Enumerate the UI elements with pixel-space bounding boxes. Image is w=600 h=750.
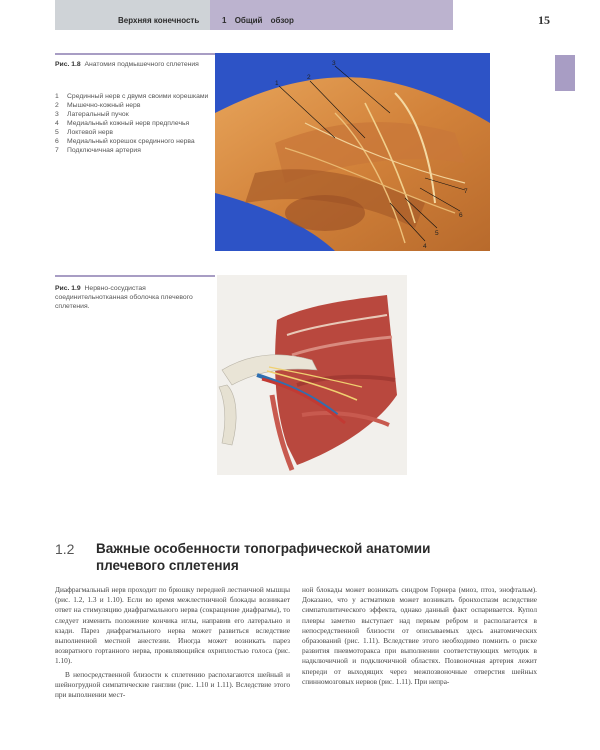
legend-number: 3 — [55, 111, 59, 118]
legend-item — [55, 137, 215, 146]
body-column-left — [55, 585, 290, 703]
legend-number: 4 — [55, 120, 59, 127]
figure1-caption-text: Анатомия подмышечного сплетения — [84, 61, 199, 68]
legend-item — [55, 92, 215, 101]
page-number: 15 — [538, 13, 550, 27]
figure1-caption — [55, 60, 210, 69]
legend-number: 7 — [55, 147, 59, 154]
figure1-marker-1: 1 — [275, 80, 279, 87]
figure1-legend — [55, 92, 215, 155]
figure1-dissection-photo — [215, 53, 490, 251]
figure1-marker-5: 5 — [435, 230, 439, 237]
body-paragraph: Диафрагмальный нерв проходит по брюшку передней лестничной мышцы (рис. 1.2, 1.3 и 1.10). Если во время межлестничной блокады возникает ответ на стимуляцию диафрагмального нерва (сокращение диафрагмы), то следует изменить положение кончика иглы, направив его латерально и кзади. Парез диафрагмального нерва может развиться вследствие выполненной местной анестезии. Иногда может возникать парез возвратного гортанного нерва, проявляющийся охриплостью голоса (рис. 1.10). — [55, 585, 290, 666]
header-bar-chapter — [210, 0, 453, 30]
figure1-photo-drawing — [215, 53, 490, 251]
legend-item — [55, 110, 215, 119]
legend-number: 1 — [55, 93, 59, 100]
legend-text: Срединный нерв с двумя своими корешками — [67, 93, 209, 100]
legend-text: Медиальный корешок срединного нерва — [67, 138, 195, 145]
header-bar-section — [55, 0, 210, 30]
legend-text: Подключичная артерия — [67, 147, 141, 154]
legend-number: 5 — [55, 129, 59, 136]
figure2-illustration-drawing — [217, 275, 407, 475]
legend-number: 2 — [55, 102, 59, 109]
section-title: Важные особенности топографической анатомии плечевого сплетения — [96, 541, 431, 573]
figure1-marker-6: 6 — [459, 212, 463, 219]
header-chapter-title: Общий обзор — [234, 16, 294, 25]
body-column-right — [302, 585, 537, 690]
body-paragraph: В непосредственной близости к сплетению располагаются шейный и шейногрудной симпатические ганглии (рис. 1.10 и 1.11). Вследствие этого при выполнении мест- — [55, 669, 290, 700]
header-chapter-number: 1 — [222, 16, 227, 25]
figure2-rule — [55, 275, 215, 277]
figure1-label: Рис. 1.8 — [55, 61, 81, 68]
figure1-rule — [55, 53, 215, 55]
legend-text: Латеральный пучок — [67, 111, 129, 118]
legend-number: 6 — [55, 138, 59, 145]
figure2-label: Рис. 1.9 — [55, 285, 81, 292]
figure1-marker-7: 7 — [464, 188, 468, 195]
legend-item — [55, 146, 215, 155]
legend-text: Мышечно-кожный нерв — [67, 102, 141, 109]
figure2-anatomy-illustration — [217, 275, 407, 475]
section-number: 1.2 — [55, 541, 75, 557]
legend-item — [55, 119, 215, 128]
legend-item — [55, 128, 215, 137]
legend-text: Локтевой нерв — [67, 129, 114, 136]
legend-text: Медиальный кожный нерв предплечья — [67, 120, 190, 127]
chapter-thumb-tab — [555, 55, 575, 91]
body-paragraph: ной блокады может возникать синдром Горнера (миоз, птоз, энофтальм). Доказано, что у астматиков может возникать бронхоспазм вследствие симпатолитического эффекта, однако данный факт оспаривается. Купол плевры заметно выступает над первым ребром и располагается в непосредственной близости от описываемых здесь анатомических образований (рис. 1.11). Вследствие этого необходимо помнить о риске развития пневмоторакса при выполнении соответствующих методик в надключичной и подключичной областях. Позвоночная артерия лежит кпереди от выходящих через межпозвоночные отверстия шейных спинномозговых нервов (рис. 1.11). При непра- — [302, 585, 537, 686]
figure1-marker-2: 2 — [307, 74, 311, 81]
legend-item — [55, 101, 215, 110]
figure2-caption-text: Нервно-сосудистая соединительнотканная оболочка плечевого сплетения. — [55, 285, 193, 310]
figure1-marker-3: 3 — [332, 60, 336, 67]
figure1-marker-4: 4 — [423, 243, 427, 250]
header-chapter — [222, 16, 294, 25]
header-section-title: Верхняя конечность — [118, 16, 200, 25]
figure2-caption — [55, 284, 210, 311]
